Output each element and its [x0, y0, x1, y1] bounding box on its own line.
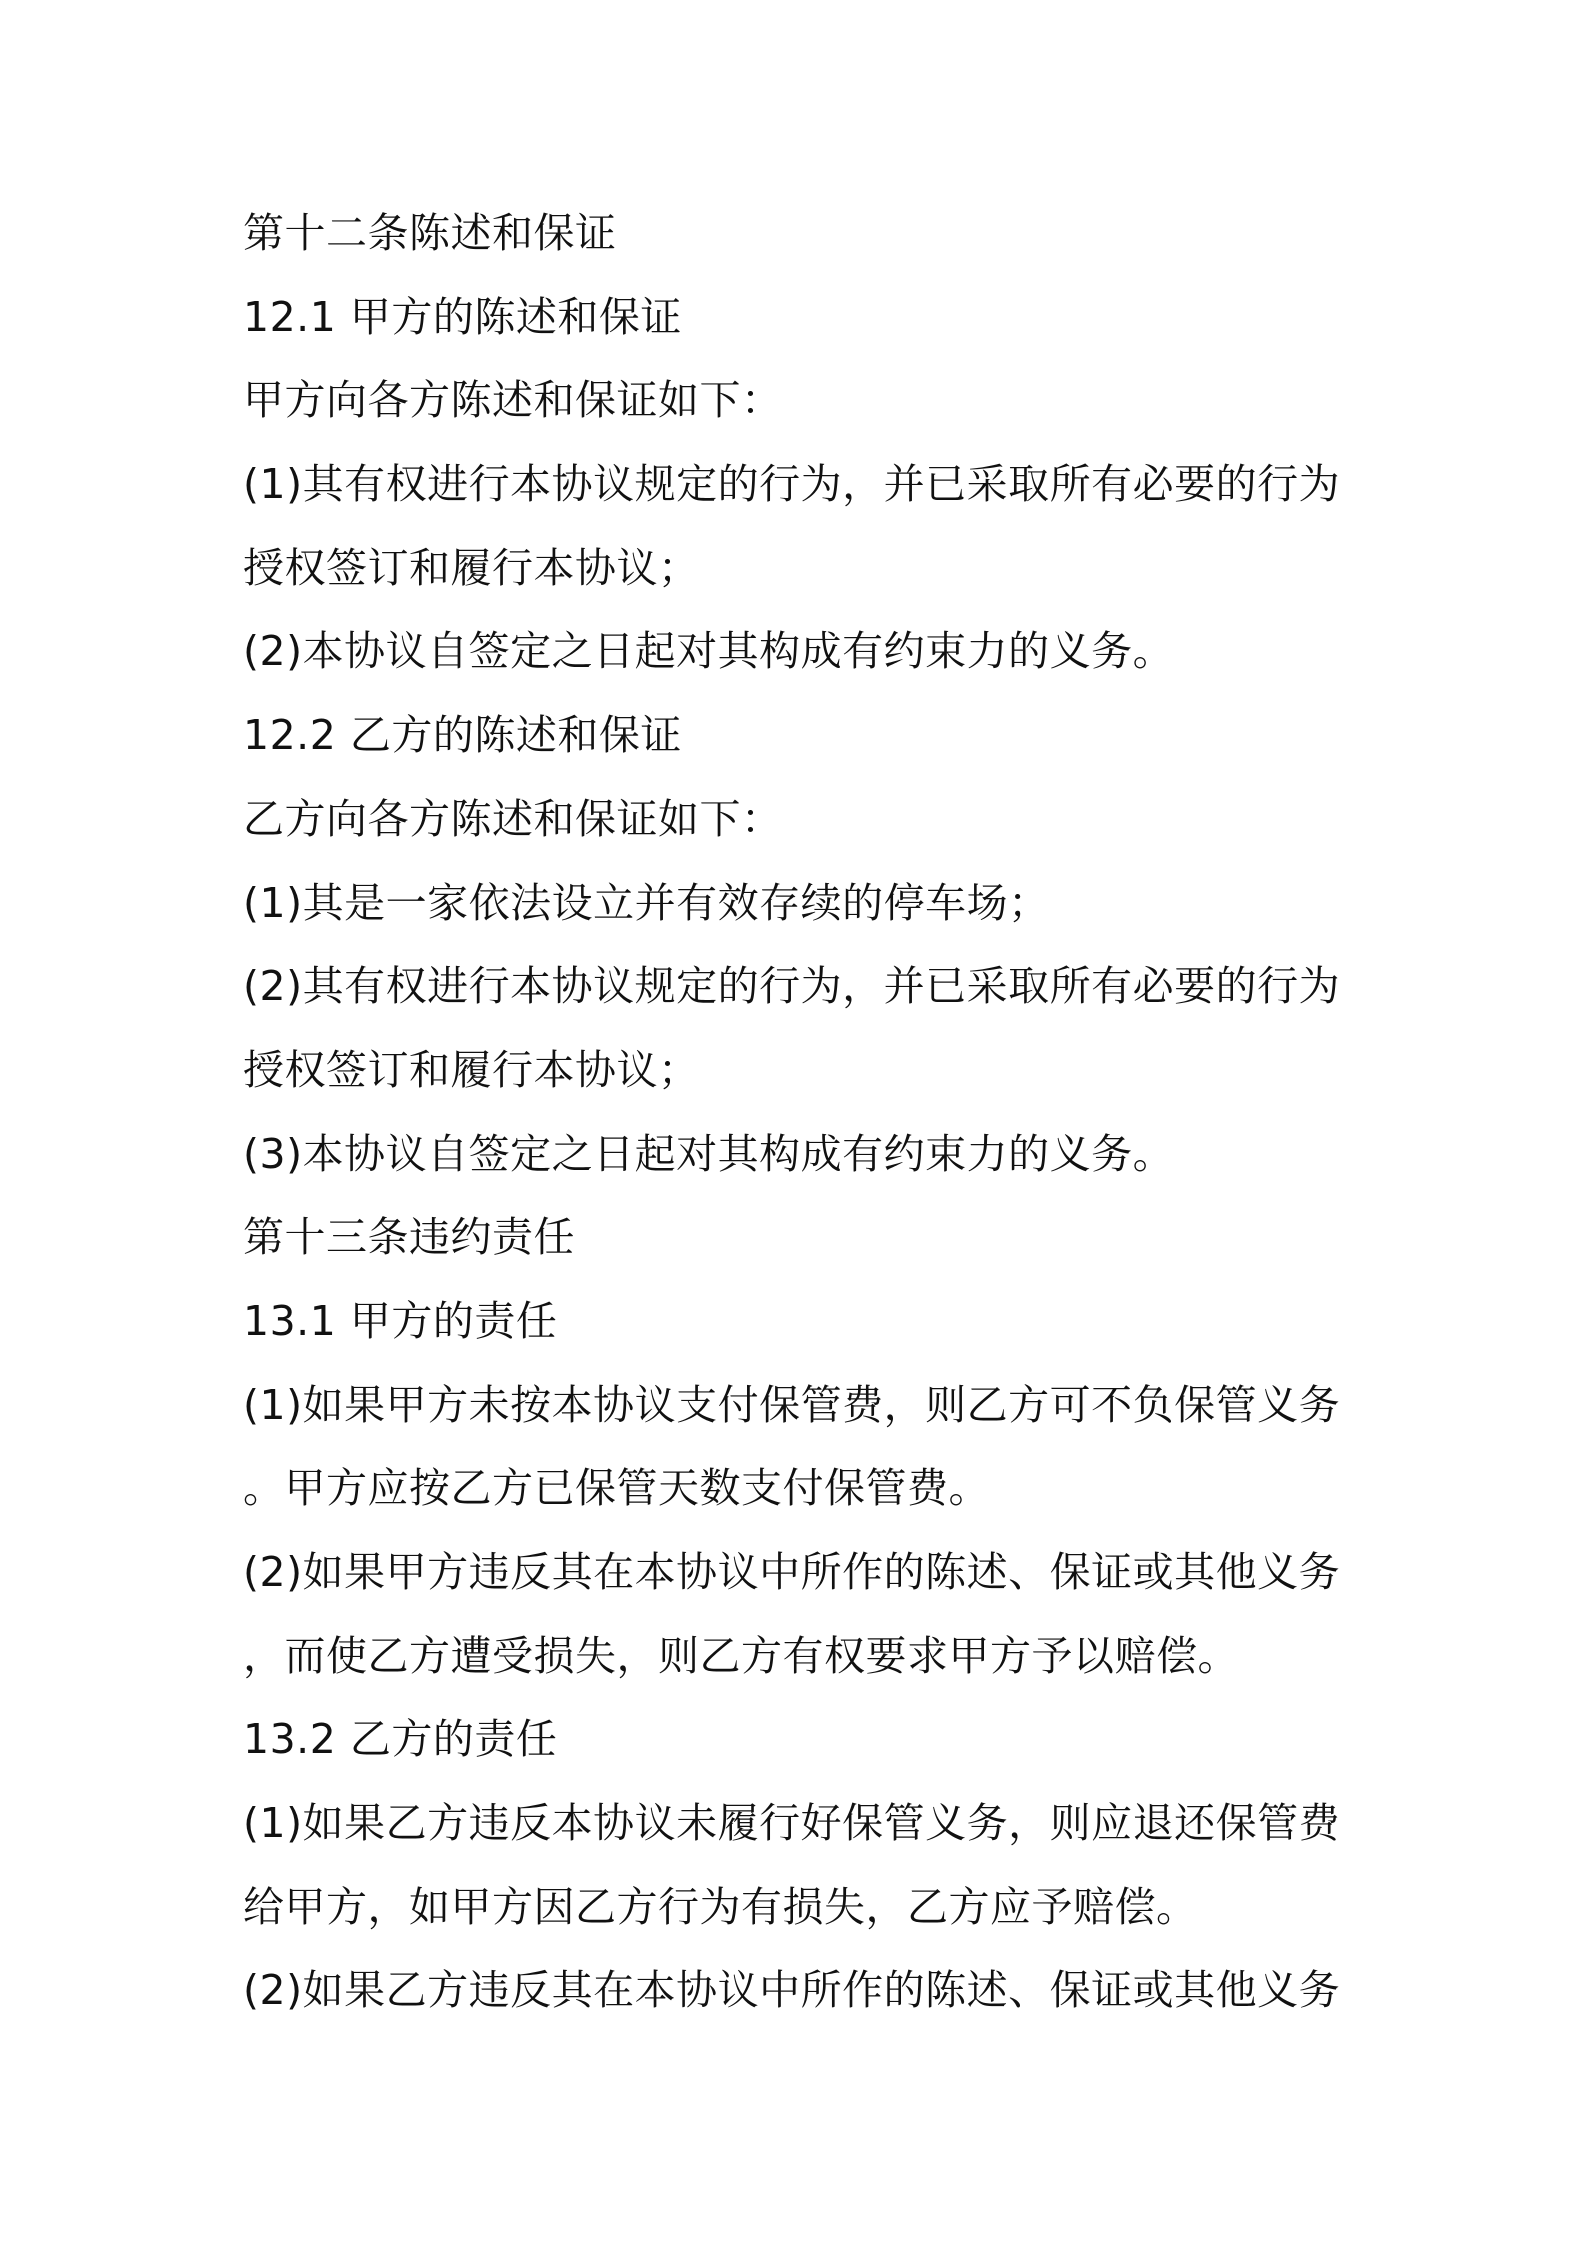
- paragraph-line: 乙方向各方陈述和保证如下：: [243, 794, 783, 843]
- paragraph-line: ，而使乙方遭受损失，则乙方有权要求甲方予以赔偿。: [243, 1631, 1239, 1680]
- section-13-1-heading: 13.1 甲方的责任: [243, 1296, 558, 1345]
- paragraph-line: (1)如果甲方未按本协议支付保管费，则乙方可不负保管义务: [243, 1380, 1341, 1429]
- paragraph-line: (1)其有权进行本协议规定的行为，并已采取所有必要的行为: [243, 460, 1341, 509]
- paragraph-line: (1)如果乙方违反本协议未履行好保管义务，则应退还保管费: [243, 1799, 1341, 1848]
- paragraph-line: 授权签订和履行本协议；: [243, 543, 700, 592]
- section-13-2-heading: 13.2 乙方的责任: [243, 1715, 558, 1764]
- paragraph-line: (2)如果甲方违反其在本协议中所作的陈述、保证或其他义务: [243, 1548, 1341, 1596]
- article-13-heading: 第十三条违约责任: [243, 1213, 575, 1262]
- paragraph-line: 给甲方，如甲方因乙方行为有损失，乙方应予赔偿。: [243, 1882, 1198, 1931]
- section-12-1-heading: 12.1 甲方的陈述和保证: [243, 292, 682, 341]
- paragraph-line: (2)如果乙方违反其在本协议中所作的陈述、保证或其他义务: [243, 1966, 1341, 2015]
- paragraph-line: (2)本协议自签定之日起对其构成有约束力的义务。: [243, 627, 1175, 676]
- article-12-heading: 第十二条陈述和保证: [243, 209, 617, 257]
- paragraph-line: 授权签订和履行本协议；: [243, 1045, 700, 1094]
- paragraph-line: 。甲方应按乙方已保管天数支付保管费。: [243, 1464, 990, 1513]
- paragraph-line: (2)其有权进行本协议规定的行为，并已采取所有必要的行为: [243, 962, 1341, 1011]
- paragraph-line: (1)其是一家依法设立并有效存续的停车场；: [243, 878, 1050, 927]
- paragraph-line: (3)本协议自签定之日起对其构成有约束力的义务。: [243, 1129, 1175, 1178]
- document-body: [243, 192, 1363, 2033]
- section-12-2-heading: 12.2 乙方的陈述和保证: [243, 711, 682, 760]
- paragraph-line: 甲方向各方陈述和保证如下：: [243, 376, 783, 425]
